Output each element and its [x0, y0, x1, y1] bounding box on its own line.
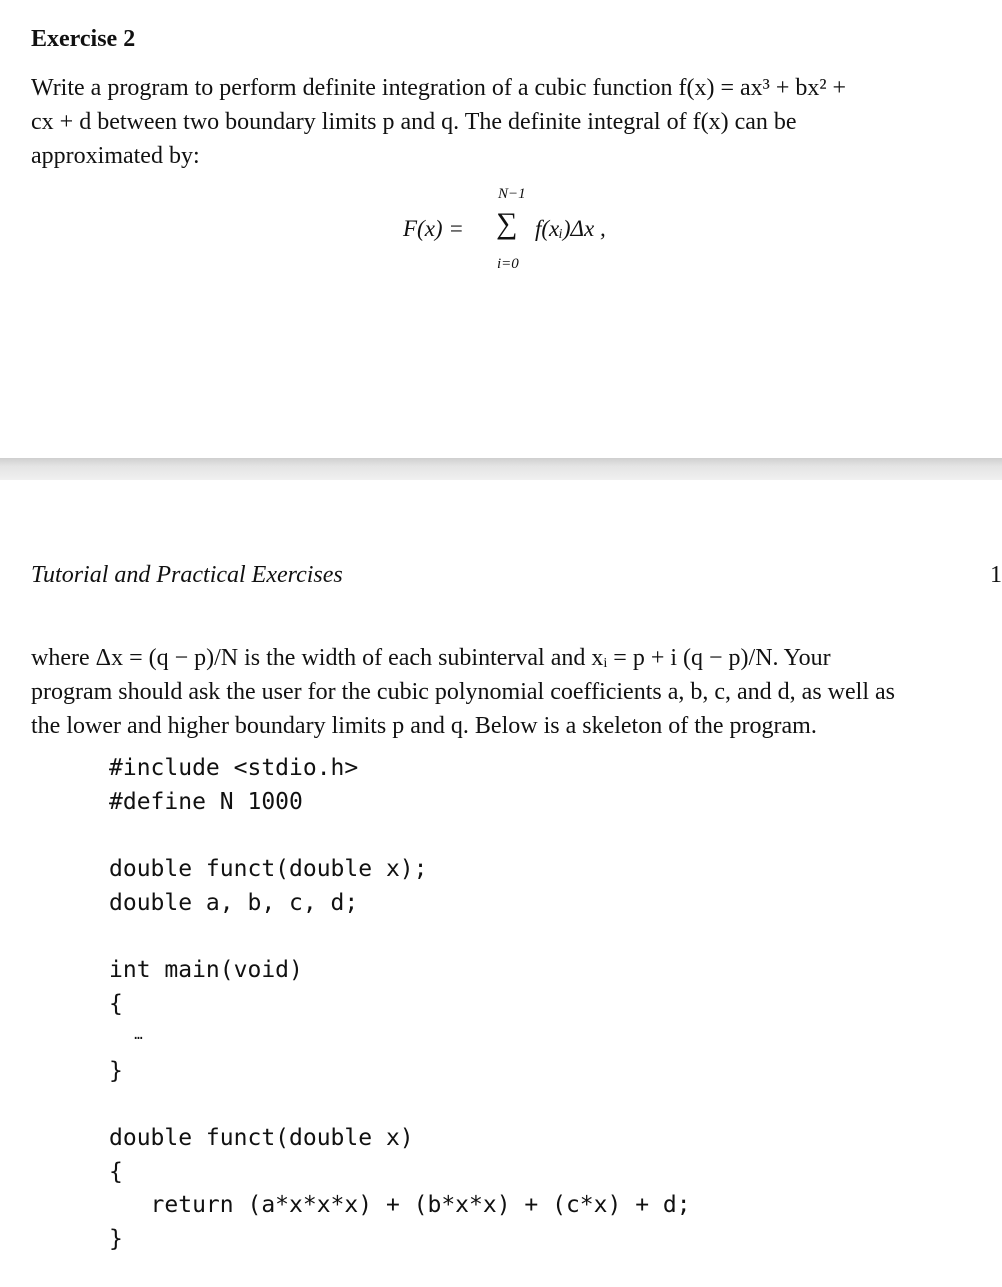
code-line: return (a*x*x*x) + (b*x*x) + (c*x) + d; [109, 1192, 691, 1218]
code-line: #define N 1000 [109, 789, 303, 815]
intro-line-3: approximated by: [31, 143, 200, 169]
code-line: double funct(double x) [109, 1125, 414, 1151]
code-line: { [109, 991, 123, 1017]
continuation-line-1: where Δx = (q − p)/N is the width of each subinterval and xᵢ = p + i (q − p)/N. Your [31, 645, 831, 671]
page-number: 1 [990, 562, 1002, 588]
continuation-line-3: the lower and higher boundary limits p and q. Below is a skeleton of the program. [31, 713, 817, 739]
intro-line-1: Write a program to perform definite integration of a cubic function f(x) = ax³ + bx² + [31, 75, 847, 101]
code-line: int main(void) [109, 957, 303, 983]
code-line: { [109, 1159, 123, 1185]
intro-line-2: cx + d between two boundary limits p and q. The definite integral of f(x) can be [31, 109, 797, 135]
code-line-ellipsis: … [109, 1027, 143, 1043]
continuation-line-2: program should ask the user for the cubic polynomial coefficients a, b, c, and d, as well as [31, 679, 895, 705]
code-line: double a, b, c, d; [109, 890, 359, 916]
sum-lower-limit: i=0 [497, 256, 519, 272]
sum-upper-limit: N−1 [498, 186, 526, 202]
code-line: #include <stdio.h> [109, 755, 359, 781]
sigma-symbol: ∑ [496, 207, 518, 240]
code-line: } [109, 1226, 123, 1252]
equation-rhs: f(xᵢ)Δx , [535, 216, 606, 241]
summation-equation [403, 186, 663, 278]
exercise-heading: Exercise 2 [31, 26, 136, 52]
code-line: double funct(double x); [109, 856, 428, 882]
equation-lhs: F(x) = [403, 216, 464, 241]
page-break-divider [0, 458, 1002, 480]
code-line: } [109, 1058, 123, 1084]
footer-title: Tutorial and Practical Exercises [31, 562, 343, 588]
